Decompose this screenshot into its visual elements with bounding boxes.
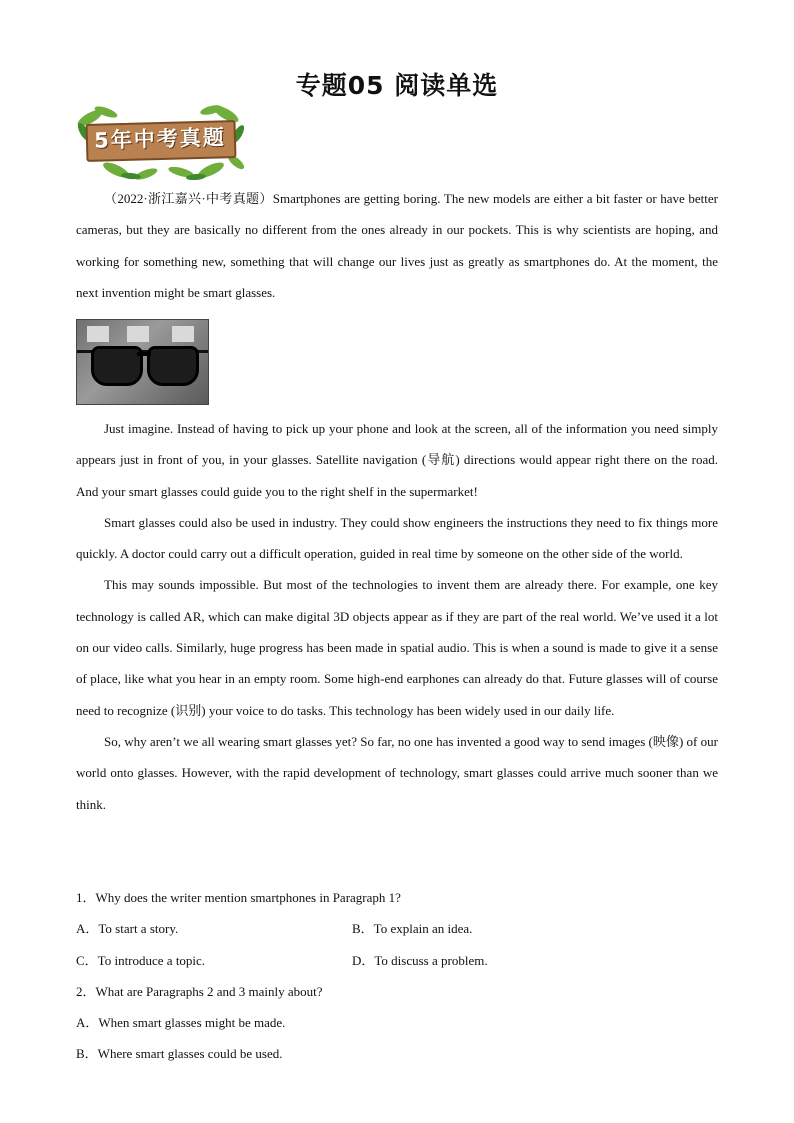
paragraph-3: Smart glasses could also be used in industry. They could show engineers the instructions they need to fix things more quickly. A doctor could carry out a difficult operation, guided in real time by someone on the other side of the world. <box>76 514 718 562</box>
paragraph-4: This may sounds impossible. But most of the technologies to invent them are already there. For example, one key technology is called AR, which can make digital 3D objects appear as if they are part of the real world. We’ve used it a lot on our video calls. Similarly, huge progress has been made in spatial audio. This is when a sound is made to give it a sense of place, like what you hear in an empty room. Some high-end earphones can already do that. Future glasses will of course need to recognize (识别) your voice to do tasks. This technology has been widely used in our daily life. <box>76 577 718 718</box>
passage-intro <box>76 183 718 308</box>
question-2-stem: 2．What are Paragraphs 2 and 3 mainly about? <box>76 984 323 999</box>
paragraph-5: So, why aren’t we all wearing smart glasses yet? So far, no one has invented a good way to send images (映像) of our world onto glasses. However, with the rapid development of technology, smart glasses could arrive much sooner than we think. <box>76 733 718 812</box>
banner-label: 5年中考真题 <box>93 125 227 153</box>
smart-glasses-photo <box>76 319 209 405</box>
question-1-option-b: B．To explain an idea. <box>352 921 473 936</box>
paragraph-1: （2022·浙江嘉兴·中考真题）Smartphones are getting boring. The new models are either a bit faster or have better cameras, but they are basically no different from the ones already in our pockets. This is why scientists are hoping, and working for something new, something that will change our lives just as greatly as smartphones do. At the moment, the next invention might be smart glasses. <box>76 191 718 300</box>
question-1-option-c: C．To introduce a topic. <box>76 953 206 968</box>
paragraph-2: Just imagine. Instead of having to pick up your phone and look at the screen, all of the information you need simply appears just in front of you, in your glasses. Satellite navigation (导航) directions would appear right there on the road. And your smart glasses could guide you to the right shelf in the supermarket! <box>76 421 718 499</box>
section-banner <box>76 104 246 180</box>
glasses-lens-icon <box>91 346 143 386</box>
question-1-stem: 1．Why does the writer mention smartphones in Paragraph 1? <box>76 890 401 905</box>
question-1-option-a: A．To start a story. <box>76 921 179 936</box>
question-2-option-b: B．Where smart glasses could be used. <box>76 1046 283 1061</box>
question-2-option-a: A．When smart glasses might be made. <box>76 1015 286 1030</box>
question-1-option-d: D．To discuss a problem. <box>352 953 488 968</box>
page-title: 专题05 阅读单选 <box>295 71 499 100</box>
passage-body <box>76 413 718 820</box>
glasses-lens-icon <box>147 346 199 386</box>
